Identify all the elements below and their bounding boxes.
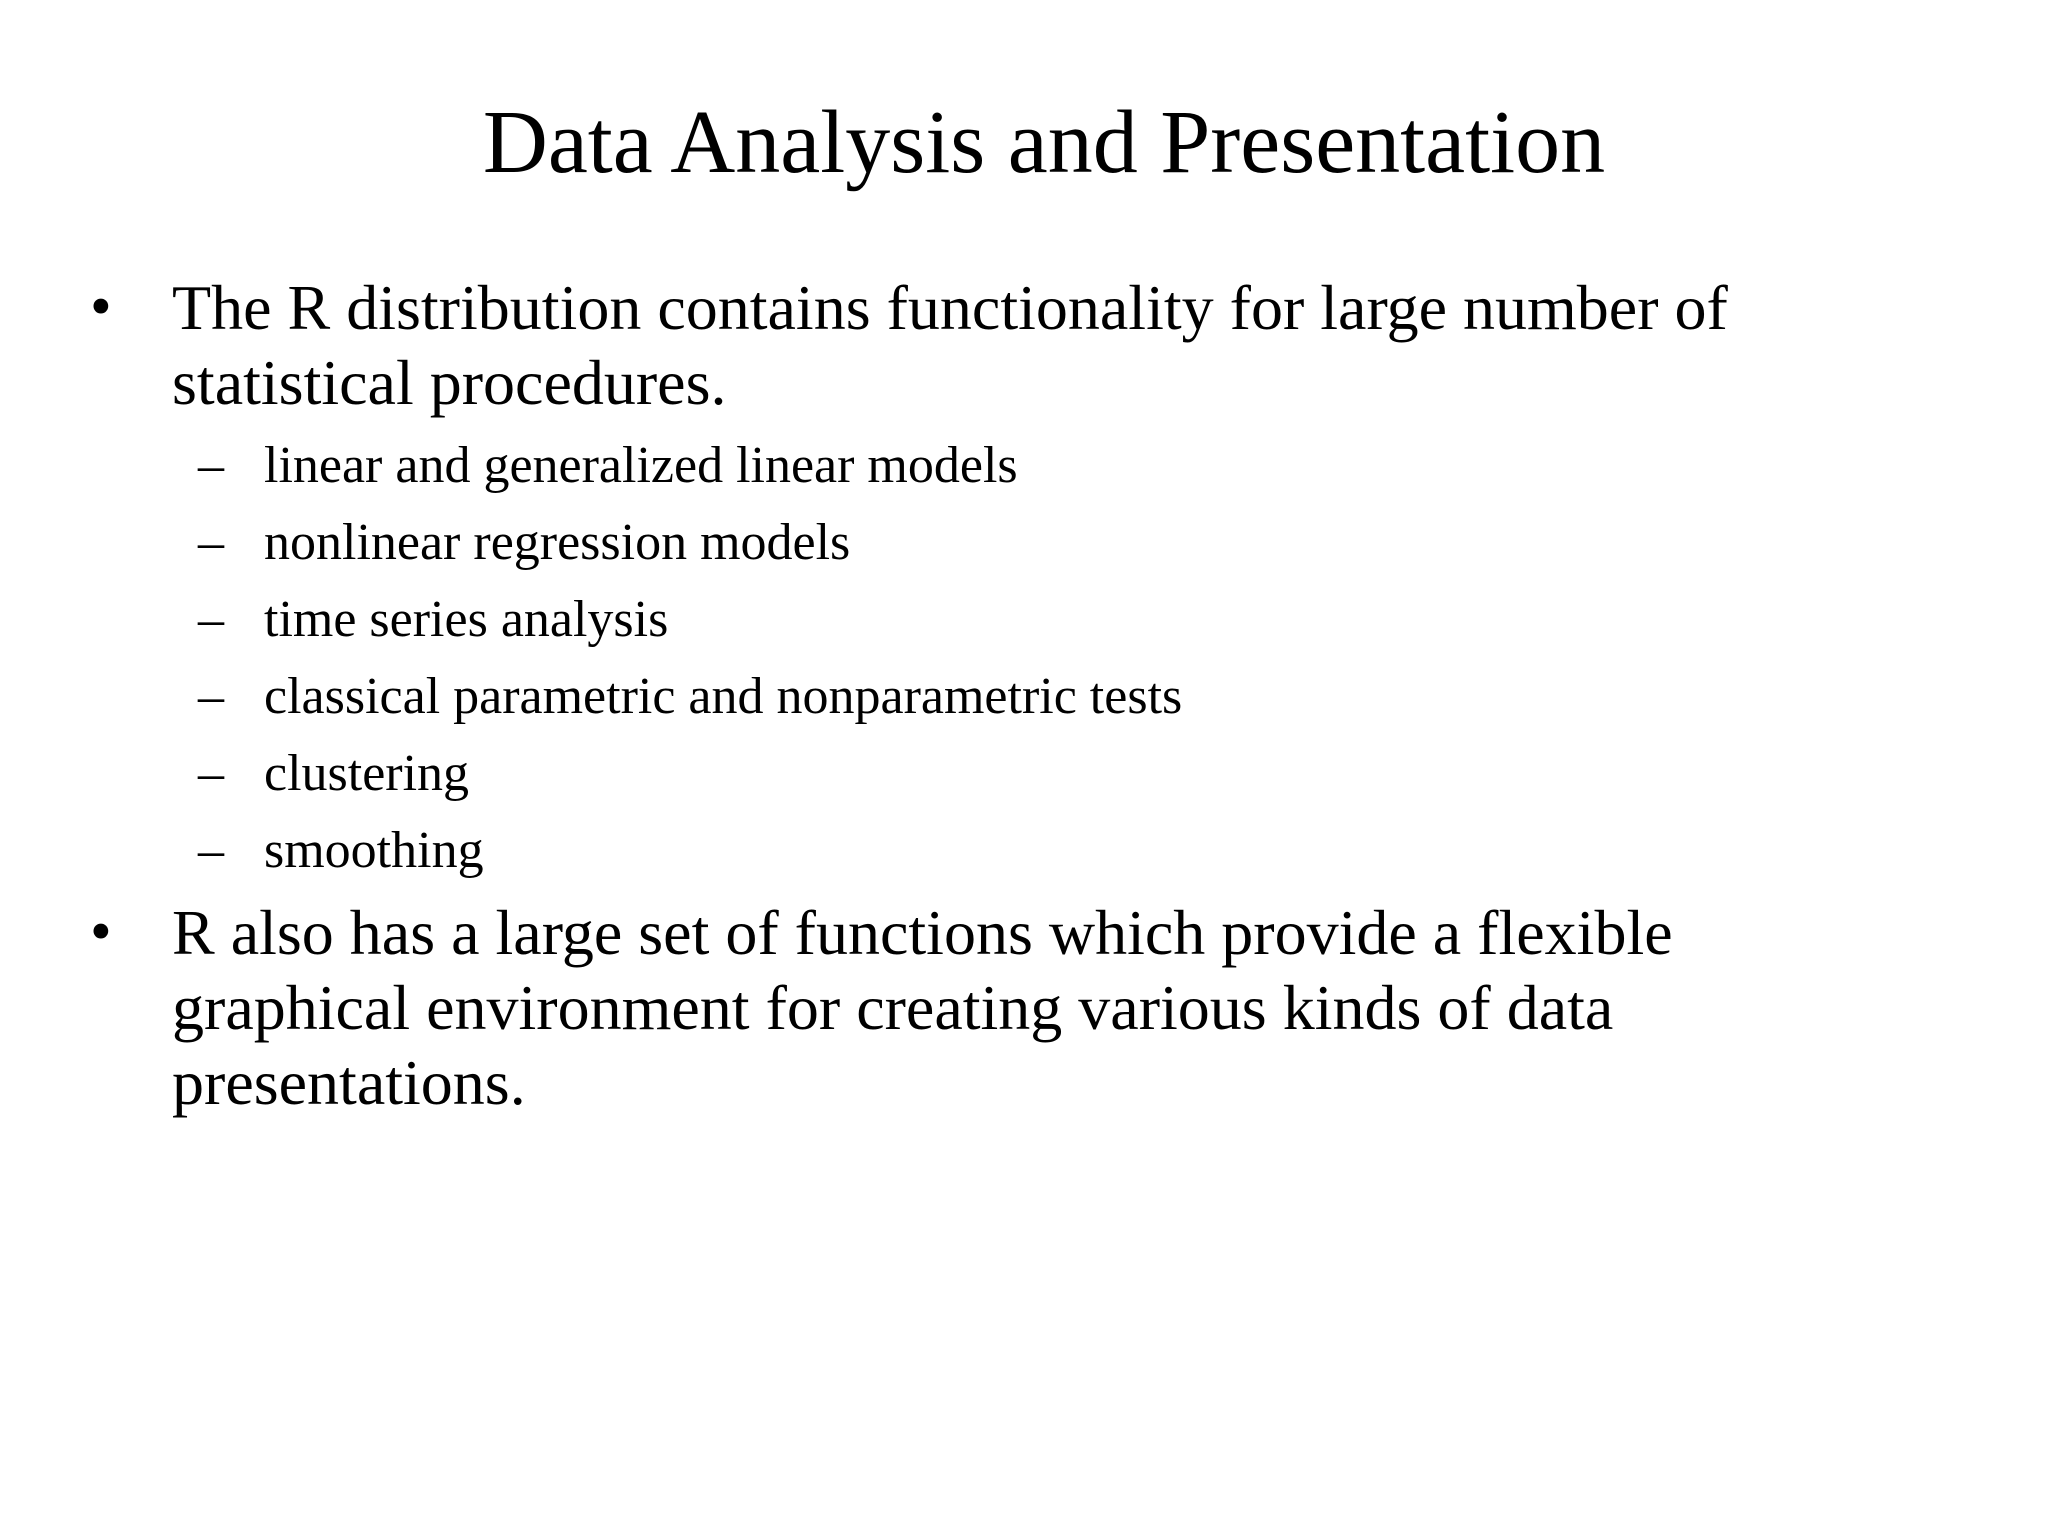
dash-icon: – xyxy=(198,514,224,571)
bullet-text-line: statistical procedures. xyxy=(172,347,727,418)
bullet-text-line: graphical environment for creating various kinds of data xyxy=(172,972,1614,1043)
sub-list-item-text: nonlinear regression models xyxy=(264,514,851,571)
dash-icon: – xyxy=(198,591,224,648)
sub-list-item-text: classical parametric and nonparametric tests xyxy=(264,668,1183,725)
dash-icon: – xyxy=(198,822,224,879)
bullet-text-line: R also has a large set of functions which provide a flexible xyxy=(172,897,1673,968)
dash-icon: – xyxy=(198,745,224,802)
dash-icon: – xyxy=(198,437,224,494)
sub-list-item xyxy=(0,665,2048,741)
sub-list-item-text: linear and generalized linear models xyxy=(264,437,1018,494)
bullet-point-icon: • xyxy=(90,898,112,966)
sub-list-item xyxy=(0,819,2048,895)
sub-list-item-text: clustering xyxy=(264,745,470,802)
sub-list-item xyxy=(0,511,2048,587)
sub-list-item xyxy=(0,434,2048,510)
sub-list-item xyxy=(0,742,2048,818)
bullet-point-icon: • xyxy=(90,273,112,341)
sub-list-item-text: smoothing xyxy=(264,822,484,879)
bullet-text-line: The R distribution contains functionality for large number of xyxy=(172,272,1728,343)
slide-title: Data Analysis and Presentation xyxy=(482,93,1606,192)
sub-list-item xyxy=(0,588,2048,664)
sub-list-item-text: time series analysis xyxy=(264,591,669,648)
bullet-text-line: presentations. xyxy=(172,1047,526,1118)
dash-icon: – xyxy=(198,668,224,725)
